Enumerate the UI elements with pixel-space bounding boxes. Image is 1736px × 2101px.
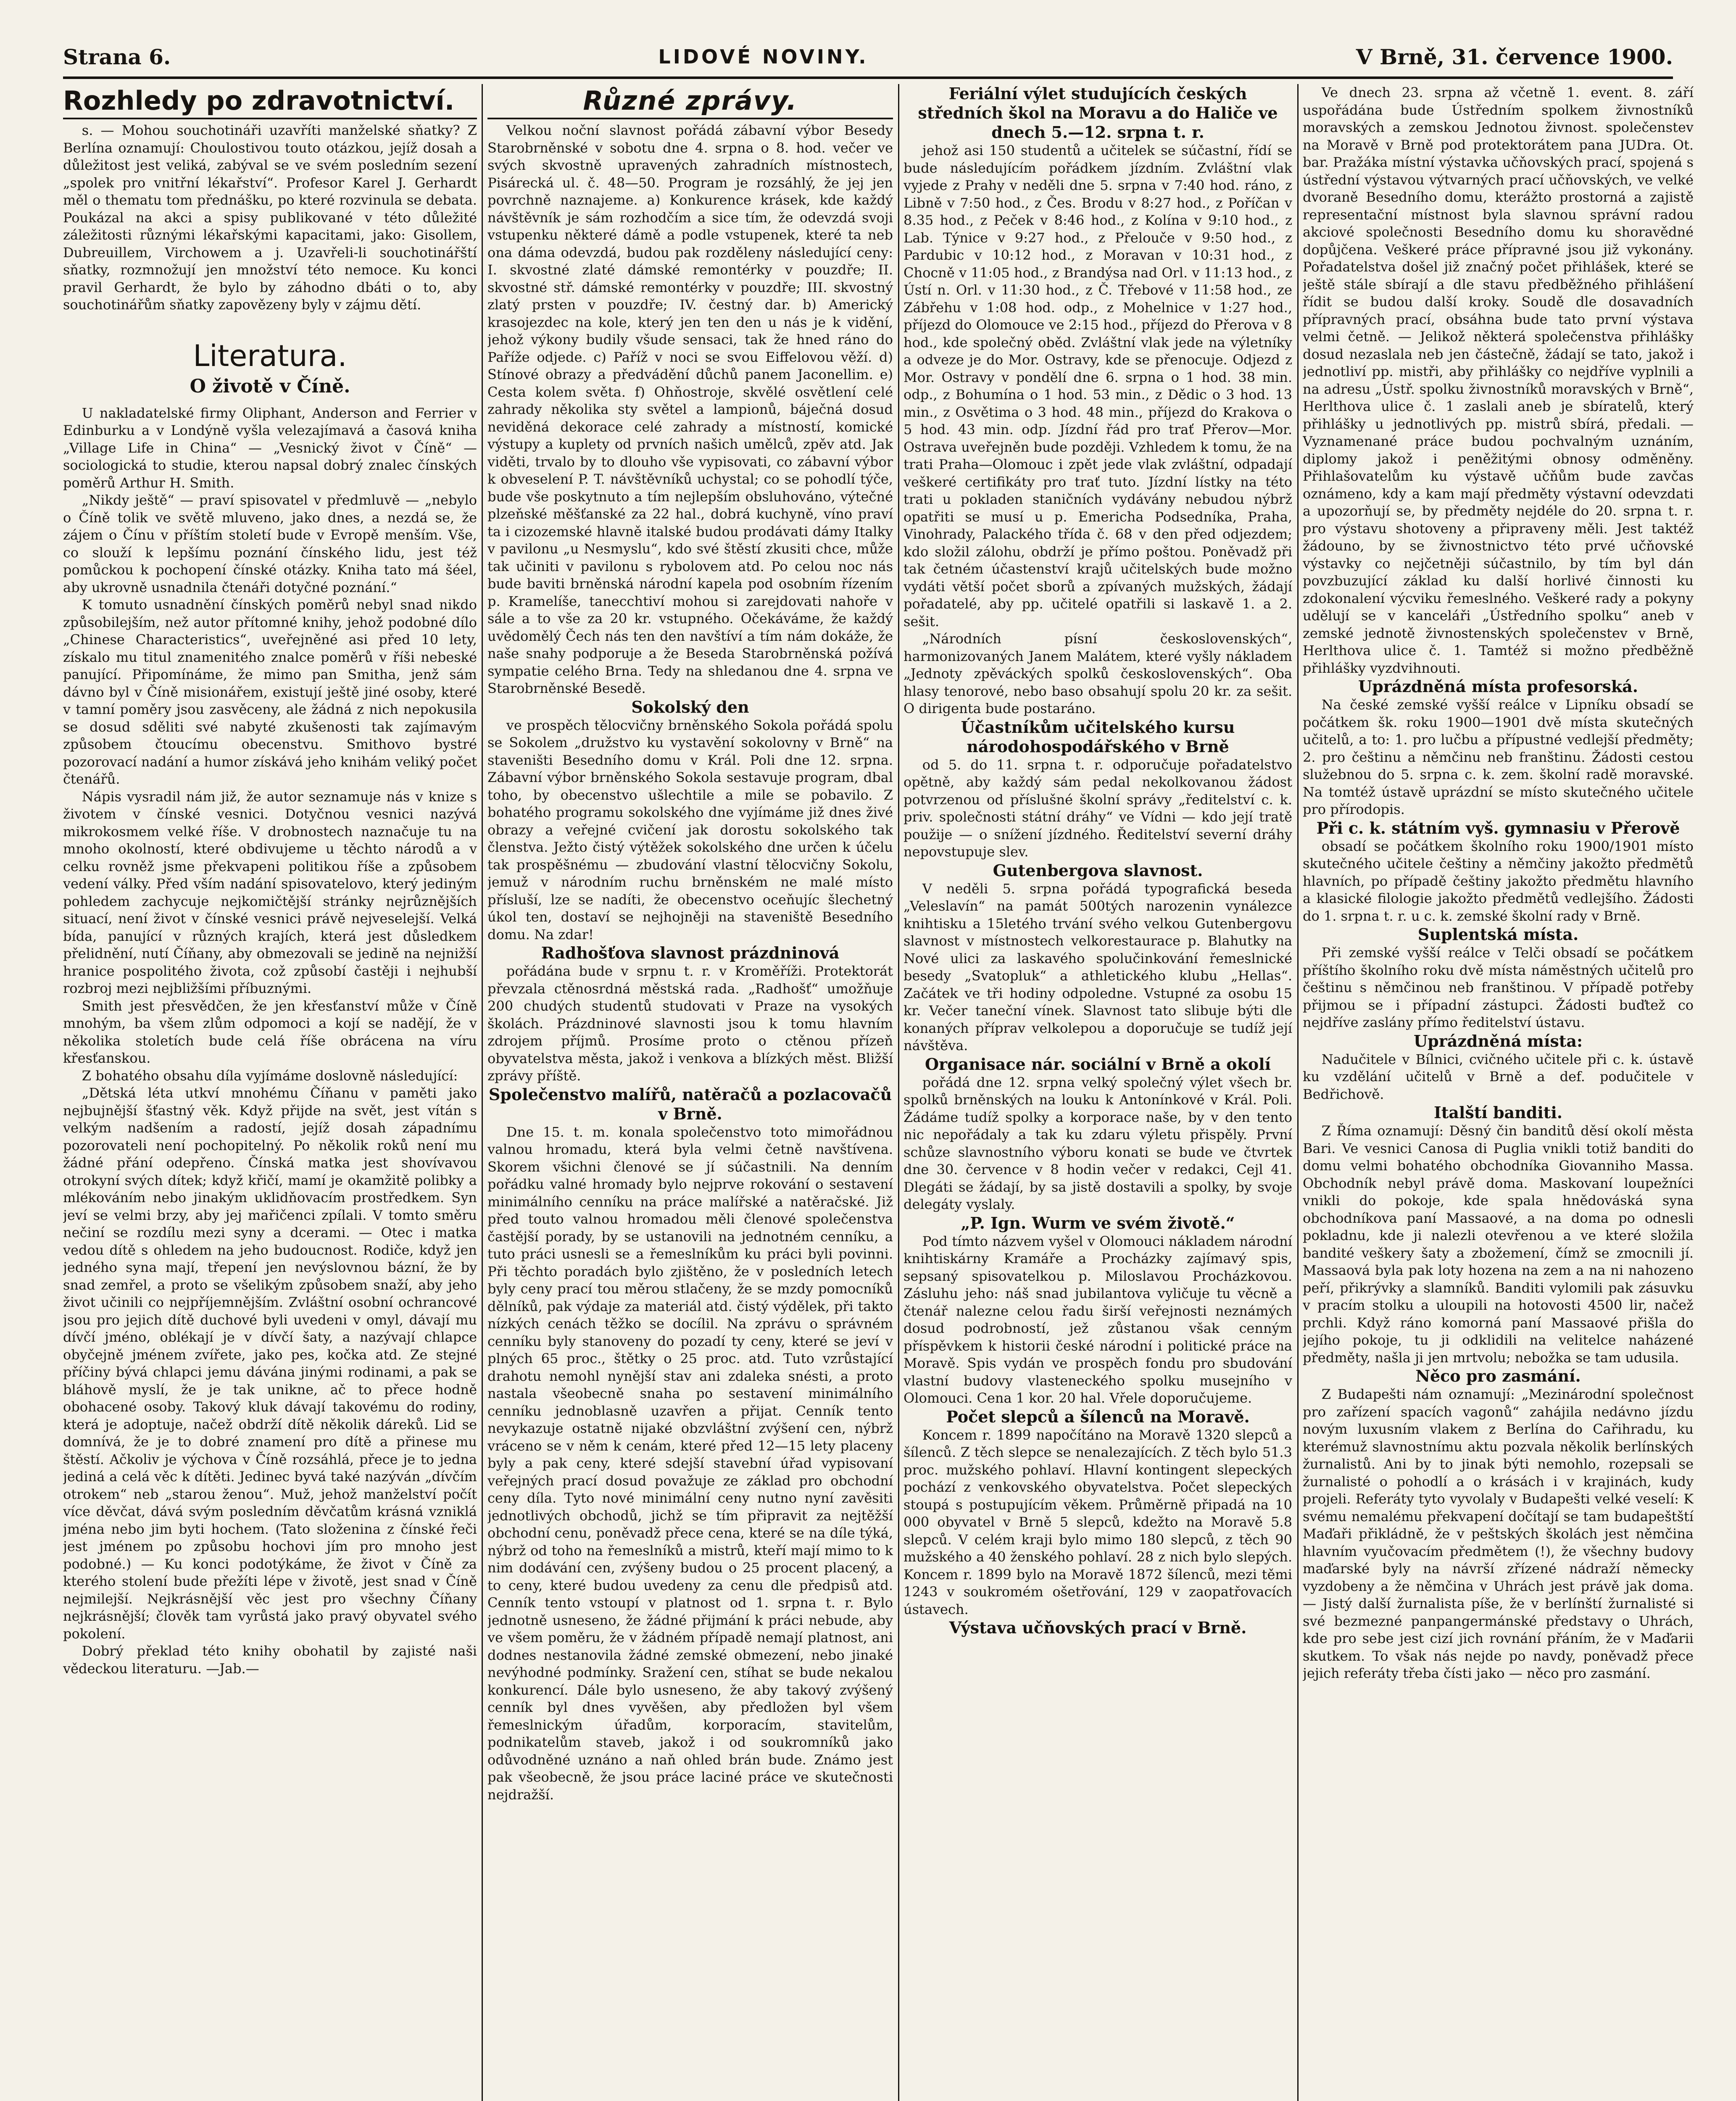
article-headline: Uprázdněná místa profesorská. [1358, 677, 1639, 696]
article-paragraph: s. — Mohou souchotináři uzavříti manželské sňatky? Z Berlína oznamují: Choulostivou touto otázkou, jejíž dosah a důležitost jest veliká, zabýval se ve svém posledním sezení „spolek pro vnitřní lékařství“. Profesor Karel J. Gerhardt měl o thematu tom přednášku, po které rozvinula se debata. Poukázal na akci a spisy publikované v této důležité záležitosti různými lékařskými kapacitami, jako: Gisollem, Dubreuillem, Virchowem a j. Uzavřeli-li souchotinářští sňatky, rozmnožují jen množství této nemoce. Ku konci pravil Gerhardt, že bylo by záhodno dbáti o to, aby souchotinářům sňatky zapovězeny byly v zájmu dětí. [63, 122, 477, 313]
article-headline: Účastníkům učitelského kursu národohospodářského v Brně [961, 717, 1235, 756]
article-headline: Radhošťova slavnost prázdninová [541, 943, 840, 962]
article-paragraph: Nápis vysradil nám již, že autor seznamuje nás v knize s životem v čínské vesnici. Dotyčnou vesnici nazývá mikrokosmem velké říše. V drobnostech naznačuje tu na mnoho okolností, které obdivujeme u těchto národů a v celku rovněž jsme překvapeni politikou říše a způsobem vedení války. Před vším nadání spisovatelovo, který jediným pohledem zachycuje nejkomičtější stránky nejrůznějších situací, není život v čínské vesnici právě nejveselejší. Velká bída, panující v různých krajích, která jest důsledkem přelidnění, nutí Číňany, aby obmezovali se jedině na nejnižší hranice pospolitého života, což způsobí častěji i nejhubší rozbroj mezi nejbližšími příbuznými. [63, 788, 477, 996]
article-paragraph: „Dětská léta utkví mnohému Číňanu v paměti jako nejbujnější šťastný věk. Když přijde na svět, jest vítán s velkým nadšením a radostí, jejíž dosah západnímu pozorovateli není pochopitelný. Po několik roků není mu žádné přání odepřeno. Čínská matka jest shovívavou otrokyní svých dítek; když křičí, mamí je okamžitě polibky a mlékováním nebo jinakým uklidňovacím prostředkem. Syn jeví se velmi brzy, aby jej mařičenci zpílali. V tomto směru nečiní se rozdílu mezi syny a dcerami. — Otec i matka vedou dítě s ohledem na jeho budoucnost. Rodiče, když jen jedného syna mají, třepení jen nevýslovnou bázní, že by snad zemřel, a proto se všelikým způsobem snaží, aby jeho život učinili co nejpříjemnějším. Zvláštní osobní ochrancové jsou pro jejich dítě duchové byli uvedeni v omyl, dávají mu dívčí jméno, oblékají je v dívčí šaty, a nazývají chlapce obyčejně jménem zvířete, jako pes, kočka atd. Ze stejné příčiny bývá chlapci jemu dávána jinými rodinami, a pak se bláhově myslí, že je tak unikne, ač to přece hodně obohacené osoby. Takový kluk dávají takovému do rodiny, která je adoptuje, načež obdrží dítě několik dáreků. Lid se domnívá, že je to dobré znamení pro dítě a přinese mu štěstí. Ačkoliv je výchova v Číně rozsáhlá, přece je to jedna jediná a celá věc k dítěti. Jedinec byvá také nazýván „dívčím otrokem“ neb „starou ženou“. Muž, jehož manželství počít více děvčat, dává svým posledním děvčatům krásná vzniklá jména nebo jim byti hochem. (Tato složenina z čínské řeči jest jménem po způsobu hochovi jím pro mnoho jest podobné.) — Ku konci podotýkáme, že život v Číně za kterého stolení bude přežíti lépe v životě, jest snad v Číně nejmilejší. Nejkrásnější věc jest pro všechny Číňany nejkrásnější; člověk tam vyrůstá jako pravý obyvatel svého pokolení. [63, 1085, 477, 1642]
article-headline: Feriální výlet studujících českých středních škol na Moravu a do Haliče ve dnech 5.—12. srpna t. r. [918, 84, 1278, 142]
column-divider [482, 84, 483, 2101]
article-paragraph: Pod tímto názvem vyšel v Olomouci nákladem národní knihtiskárny Kramáře a Procházky zajímavý spis, sepsaný spisovatelkou p. Miloslavou Procházkovou. Zásluhu jeho: náš snad jubilantova vyličuje tu věcně a čtenář nalezne celou řadu širší veřejnosti neznámých dosud podrobností, jež zůstanou však cenným příspěvkem k historii české národní i politické práce na Moravě. Spis vydán ve prospěch fondu pro sbudování vlastní budovy vlasteneckého spolku musejního v Olomouci. Cena 1 kor. 20 hal. Vřele doporučujeme. [904, 1233, 1292, 1406]
newspaper-title: LIDOVÉ NOVINY. [658, 45, 869, 68]
article-paragraph: pořádá dne 12. srpna velký společný výlet všech br. spolků brněnských na louku k Antonínkové v Král. Poli. Žádáme tudíž spolky a korporace naše, by v den tento nic nepořádaly a tak ku zdaru výletu přispěly. První schůze slavnostního výboru konati se bude ve čtvrtek dne 30. července v 8 hodin večer v redakci, Cejl 41. Dlegáti se žádají, by sa jistě dostavili a spolky, by svoje delegáty vyslaly. [904, 1074, 1292, 1212]
section-title-news: Různé zprávy. [487, 84, 893, 119]
article-headline: Organisace nár. sociální v Brně a okolí [925, 1054, 1271, 1074]
column-4 [1303, 84, 1694, 2101]
issue-date: V Brně, 31. července 1900. [1356, 44, 1673, 69]
article-paragraph: pořádána bude v srpnu t. r. v Kroměříži. Protektorát převzala ctěnosrdná městská rada. „Radhošť“ umožňuje 200 chudých studentů studovati v Praze na vysokých školách. Prázdninové slavnosti jsou k tomu hlavním zdrojem příjmů. Prosíme proto o ctěnou přízeň obyvatelstva města, jakož i venkova a blízkých měst. Bližší zprávy příště. [487, 963, 893, 1084]
article-headline: Výstava učňovských prací v Brně. [949, 1618, 1247, 1637]
article-headline: Suplentská místa. [1417, 925, 1579, 944]
article-headline: Počet slepců a šílenců na Moravě. [946, 1407, 1250, 1426]
article-paragraph: Dne 15. t. m. konala společenstvo toto mimořádnou valnou hromadu, která byla velmi četně navštívena. Skorem všichni členové se jí súčastnili. Na denním pořádku valné hromady bylo nejprve rokování o sestavení minimálního cenníku na práce malířské a natěračské. Již před touto valnou hromadou měli členové společenstva častější porady, by se ustanovili na jednotném cenníku, a tuto práci usnesli se a řemeslníkům ku práci byli povinni. Při těchto poradách bylo zjištěno, že v posledních letech byly ceny prací tou měrou stlačeny, že se mzdy pomocníků dělníků, pak výdaje za materiál atd. čistý výdělek, při takto nízkých cenách těžko se docílil. Na zprávu o správném cenníku byly stanoveny do pozadí ty ceny, které se jeví v plných 65 proc., štětky o 25 proc. atd. Tuto vzrůstající drahotu nemohl nynější stav ani zdaleka snésti, a proto nastala všeobecně snaha po sestavení minimálního cenníku jednoblasně uzavřen a přijat. Cenník tento nevykazuje ostatně nijaké obzvláštní zvýšení cen, nýbrž vráceno se v něm k cenám, které před 12—15 lety placeny byly a pak ceny, které sdejší stavební úřad vypisovaní veřejných prací dosud považuje ze základ pro obchodní ceny díla. Tyto nové minimální ceny nutno nyní zavěsiti jednotlivých obchodů, jichž se tím připravit za nejtěžší obchodní cenu, poněvadž přece cena, které se na díle týká, nýbrž od toho na řemeslníků a mistrů, kteří mají mimo to k nim dodávání cen, zvýšeny budou o 25 procent placený, a to ceny, které budou uvedeny za cenu dle předpisů atd. Cenník tento vstoupí v platnost od 1. srpna t. r. Bylo jednotně usneseno, že žádné přijmání k práci nebude, aby ve všem poměru, že v žádném případě nemají platnost, ani dodnes nestanovila žádné zemské obmezení, nebo jinaké nevýhodné podmínky. Sražení cen, stíhat se bude nekalou konkurencí. Dále bylo usneseno, že aby takový zvýšený cenník byl dnes vyvěšen, aby předložen byl všem řemeslnickým úřadům, korporacím, stavitelům, podnikatelům staveb, jakož i od soukromníků jako odůvodněné uznáno a naň ohled brán bude. Známo jest pak všeobecně, že jsou práce laciné práce ve skutečnosti nejdražší. [487, 1124, 893, 1803]
masthead [63, 40, 1673, 74]
page-number: Strana 6. [63, 44, 171, 69]
article-headline: Sokolský den [631, 697, 749, 716]
article-paragraph: Z Budapešti nám oznamují: „Mezinárodní společnost pro zařízení spacích vagonů“ zahájila nedávno jízdu novým luxusním vlakem z Berlína do Cařihradu, ku kterémuž slavnostnímu aktu pozvala několik berlínských žurnalistů. Ani by to jinak býti nemohlo, rozepsali se žurnalisté o pohodlí a o krásách i v krajinách, kudy projeli. Referáty tyto vyvolaly v Budapešti velké veselí: K svému nemalému překvapení dočítají se tam budapeštští Maďaři přikládně, že v peštských školách jest němčina hlavním vyučovacím předmětem (!), že všechny budovy maďarské byly na návrší zřízené nádraží německy vyzdobeny a že němčina v Uhrách jest právě jak doma. — Jistý další žurnalista píše, že v berlínští žurnalisté si své bezmezné panpangermánské představy o Uhrách, kde pro sebe jest cizí jich rovnání přáním, že v Maďarii skutkem. To však nás nejde po navdy, poněvadž přece jejich referáty třeba čísti jako — něco pro zasmání. [1303, 1386, 1694, 1681]
article-headline: „P. Ign. Wurm ve svém životě.“ [961, 1213, 1235, 1232]
article-paragraph: Nadučitele v Bílnici, cvičného učitele při c. k. ústavě ku vzdělání učitelů v Brně a def. podučitele v Bedřichově. [1303, 1051, 1694, 1102]
article-paragraph: Na české zemské vyšší reálce v Lipníku obsadí se počátkem šk. roku 1900—1901 dvě místa skutečných učitelů, a to: 1. pro lučbu a přípustné vedlejší předměty; 2. pro češtinu a němčinu neb franštinu. Žádosti cestou služebnou do 5. srpna c. k. zem. školní radě moravské. Na tomtéž ústavě uprázdní se místo skutečného učitele pro přírodopis. [1303, 697, 1694, 817]
article-headline: Uprázdněná místa: [1413, 1031, 1583, 1050]
article-paragraph: K tomuto usnadnění čínských poměrů nebyl snad nikdo způsobilejším, než autor přítomné knihy, jehož podobné dílo „Chinese Characteristics“, uveřejněné asi před 10 lety, získalo mu titul znamenitého znalce poměrů v říši nebeské panující. Připomínáme, že mimo pan Smitha, jenž sám dávno byl v Číně misionářem, existují ještě jiné osoby, které v tamní poměry jsou zasvěceny, ale žádná z nich nepokusila se dosud sděliti své nabyté zkušenosti tak zajímavým způsobem čtoucímu obecenstvu. Smithovo bystré pozorovací nadání a humor získává jeho knihám veliký počet čtenářů. [63, 597, 477, 787]
column-1 [63, 84, 477, 2101]
article-paragraph: V neděli 5. srpna pořádá typografická beseda „Veleslavín“ na památ 500tých narozenin vynálezce knihtisku a 15letého trvání svého velkou Gutenbergovu slavnost v místnostech velkorestaurace p. Blahutky na Nové ulici za laskavého spolučinkování řemeslnické besedy „Svatopluk“ a athletického klubu „Hellas“. Začátek ve tři hodiny odpoledne. Vstupné za osobu 15 kr. Večer taneční vínek. Slavnost tato slibuje býti dle konaných příprav velkolepou a doporučuje se tudíž její návštěva. [904, 880, 1292, 1053]
article-paragraph: Ve dnech 23. srpna až včetně 1. event. 8. září uspořádána bude Ústředním spolkem živnostníků moravských a zemskou Jednotou živnost. společenstev na Moravě v Brně pod protektorátem pana JUDra. Ot. bar. Pražáka místní výstavka učňovských prací, spojená s ústřední výstavou výtvarných prací učňovských, ve velké dvoraně Besedního domu, kterážto prostorná a zajistě representační místnost byla slavnou správní radou akciové společnosti Besedního domu ku shoravědné dopůjčena. Veškeré práce přípravné jsou již vykonány. Pořadatelstva došel již značný počet přihlášek, které se ještě stále sbírají a dle stavu předběžného přihlášení řídit se budou další kroky. Soudě dle dosavadních přípravných prací, obsáhna bude tato první výstava velmi četně. — Jelikož některá společenstva přihlášky dosud nezaslala neb jen částečně, žádají se tato, jakož i jednotliví pp. mistři, aby přihlášky co nejdříve vyplnili a na adresu „Ústř. spolku živnostníků moravských v Brně“, Herlthova ulice č. 1 zaslali aneb je sbíratelů, který přihlášky u jednotlivých pp. mistrů sbírá, předali. — Vyznamenané práce budou pochvalným uznáním, diplomy jakož i peněžitými obnosy odměněny. Přihlašovatelům ku výstavě učňům bude zavčas oznámeno, kdy a kam mají předměty výstavní odevzdati a upozorňují se, by předměty nejdéle do 20. srpna t. r. pro výstavu shotoveny a připraveny měli. Jest taktéž žádouno, by se živnostnictvo této prvé učňovské výstavky co nejčetněji súčastnilo, by tím byl dán povzbuzující základ ku další horlivé činnosti ku zdokonalení výcviku řemeslného. Veškeré rady a pokyny udělují se v kanceláři „Ústředního spolku“ aneb v zemské jednotě živnostenských společenstev v Brně, Herlthova ulice č. 1. Tamtéž si možno předběžně přihlášky vyzdvihnouti. [1303, 84, 1694, 676]
article-paragraph: obsadí se počátkem školního roku 1900/1901 místo skutečného učitele češtiny a němčiny jakožto předmětů hlavních, po případě češtiny jakožto předmětu hlavního a klasické filologie jakožto předmětů vedlejšího. Žádosti do 1. srpna t. r. u c. k. zemské školní rady v Brně. [1303, 838, 1694, 924]
article-headline: Něco pro zasmání. [1415, 1366, 1581, 1385]
article-paragraph: Koncem r. 1899 napočítáno na Moravě 1320 slepců a šílenců. Z těch slepce se nenalezajících. Z těch bylo 51.3 proc. mužského pohlaví. Hlavní kontingent slepeckých pochází z venkovského obyvatelstva. Počet slepeckých stoupá s postupujícím věkem. Průměrně připadá na 10 000 obyvatel v Brně 5 slepců, kdežto na Moravě 5.8 slepců. V celém kraji bylo mimo 180 slepců, z těch 90 mužského a 40 ženského pohlaví. 28 z nich bylo slepých. Koncem r. 1899 bylo na Moravě 1872 šílenců, mezi těmi 1243 v soukromém ošetřování, 129 v zaopatřovacích ústavech. [904, 1427, 1292, 1617]
article-paragraph: Z Říma oznamují: Děsný čin banditů děsí okolí města Bari. Ve vesnici Canosa di Puglia vnikli totiž banditi do domu velmi bohatého obchodníka Giovanniho Massa. Obchodník nebyl právě doma. Maskovaní loupežníci vnikli do pokoje, kde spala hnědováská syna obchodníkova paní Massaové, a na doma po odnesli pokladnu, kde ji nalezli otevřenou a ve které složila bandité veškery šaty a zbožemení, čímž se zmocnili jí. Massaová byla pak loty hozena na zem a na ni nahozeno peří, přikrývky a slamníků. Banditi vylomili pak zásuvku v pracím stolku a uloupili na hotovosti 4500 lir, načež prchli. Když ráno komorná paní Massaové přišla do jejího pokoje, tu ji odklidili na velitelce naházené předměty, našla ji jen mrtvolu; nebožka se tam udusila. [1303, 1123, 1694, 1366]
article-subtitle: O životě v Číně. [190, 375, 350, 397]
article-paragraph: jehož asi 150 studentů a učitelek se súčastní, řídí se bude následujícím pořádkem jízdním. Zvláštní vlak vyjede z Prahy v neděli dne 5. srpna v 7:40 hod. ráno, z Libně v 7:50 hod., z Čes. Brodu v 8:27 hod., z Poříčan v 8.35 hod., z Peček v 8:46 hod., z Kolína v 9:10 hod., z Lab. Týnice v 9:27 hod., z Přelouče v 9:50 hod., z Pardubic v 10:12 hod., z Moravan v 10:31 hod., z Chocně v 11:05 hod., z Brandýsa nad Orl. v 11:13 hod., z Ústí n. Orl. v 11:30 hod., z Č. Třebové v 11:58 hod., ze Zábřehu v 1:08 hod. odp., z Mohelnice v 1:27 hod., příjezd do Olomouce ve 2:15 hod., příjezd do Přerova v 8 hod., kde společný oběd. Zvláštní vlak jede na výletníky a odveze je do Mor. Ostravy, kde se přenocuje. Odjezd z Mor. Ostravy v pondělí dne 6. srpna o 1 hod. 38 min. odp., z Bohumína o 1 hod. 53 min., z Dědic o 3 hod. 13 min., z Osvětima o 3 hod. 48 min., příjezd do Krakova o 5 hod. 43 min. odp. Jízdní řád pro trať Přerov—Mor. Ostrava uveřejněn bude později. Vzhledem k tomu, že na trati Praha—Olomouc i zpět jede vlak zvláštní, odpadají veškeré certifikáty pro trať tuto. Jízdní lístky na této trati u pokladen staničních vydávány nebudou nýbrž opatřiti se musí u p. Emericha Podsedníka, Praha, Vinohrady, Palackého třída č. 68 v den před odjezdem; kdo složil zálohu, obdrží je přímo poštou. Poněvadž při tak četném účastenství krajů učitelských bude možno vydáti větší počet sborů a zpívaných mužských, žádají pořadatelé, aby pp. učitelé opatřili si laskavě 1. a 2. sešit. [904, 142, 1292, 629]
article-headline: Společenstvo malířů, natěračů a pozlacovačů v Brně. [488, 1085, 892, 1123]
section-title-health: Rozhledy po zdravotnictví. [63, 84, 477, 119]
article-paragraph: ve prospěch tělocvičny brněnského Sokola pořádá spolu se Sokolem „družstvo ku vystavění sokolovny v Brně“ na staveništi Besedního domu v Král. Poli dne 12. srpna. Zábavní výbor brněnského Sokola sestavuje program, dbal toho, by obecenstvo ušlechtile a mile se pobavilo. Z bohatého programu sokolského dne vyjímáme již dnes živé obrazy a veřejné cvičení jak dorostu sokolského tak členstva. Ježto čistý výtěžek sokolského dne určen k účelu tak prospěšnému — zbudování vlastní tělocvičny Sokolu, jemuž v národním ruchu brněnském ne malé místo přísluší, lze se nadíti, že obecenstvo oceňujíc šlechetný úkol ten, dostaví se nejhojněji na staveniště Besedního domu. Na zdar! [487, 717, 893, 943]
column-2 [487, 84, 893, 2101]
article-paragraph: Velkou noční slavnost pořádá zábavní výbor Besedy Starobrněnské v sobotu dne 4. srpna o 8. hod. večer ve svých skvostně upravených zahradních místnostech, Pisárecká ul. č. 48—50. Program je rozsáhlý, že jej jen povrchně naznajeme. a) Konkurence krásek, kde každý návštěvník je sám rozhodčím a sice tím, že odevzdá svoji vstupenku některé dámě a podle vstupenek, které ta neb ona dáma odevzdá, budou pak rozděleny následující ceny: I. skvostné zlaté dámské remontérky v pouzdře; II. skvostné stř. dámské remontérky v pouzdře; III. skvostný zlatý prsten v pouzdře; IV. čestný dar. b) Americký krasojezdec na kole, který jen ten den u nás je k vidění, jehož výkony budily všude sensaci, tak že hned ráno do Paříže odjede. c) Paříž v noci se svou Eiffelovou věží. d) Stínové obrazy a předvádění důchů panem Jaconellim. e) Cesta kolem světa. f) Ohňostroje, skvělé osvětlení celé zahrady několika sty světel a lampionů, báječná dosud neviděná dekorace celé zahrady a místností, komické výstupy a kuplety od prvních našich umělců, zpěv atd. Jak viděti, trvalo by to dlouho vše vypisovati, co zábavní výbor k obveselení P. T. návštěvníků uchystal; co se pohodlí týče, bude vše poskytnuto a tím nejlepším obsluhováno, výtečné plzeňské měšťanské za 22 hal., dobrá kuchyně, víno praví ta i cizozemské hlavně italské budou prodávati dámy Italky v pavilonu „u Nesmyslu“, kdo své štěstí zkusiti chce, může tak učiniti v pavilonu s rybolovem atd. Po celou noc nás bude baviti brněnská národní kapela pod osobním řízením p. Kramelíše, tanecchtiví mohou si zarejdovati nahoře v sále a to vše za 20 kr. vstupného. Očekáváme, že každý uvědomělý Čech nás ten den navštíví a tím nám dokáže, že naše snahy podporuje a že Beseda Starobrněnská požívá sympatie celého Brna. Tedy na shledanou dne 4. srpna ve Starobrněnské Besedě. [487, 122, 893, 696]
article-paragraph: od 5. do 11. srpna t. r. odporučuje pořadatelstvo opětně, aby každý sám pedal nekolkovanou žádost potvrzenou od příslušné školní správy „ředitelství c. k. priv. společnosti státní dráhy“ ve Vídni — kdo její tratě použije — o snížení jízdného. Ředitelství severní dráhy nepovstupuje slev. [904, 756, 1292, 860]
masthead-rule [63, 76, 1673, 79]
article-paragraph: U nakladatelské firmy Oliphant, Anderson and Ferrier v Edinburku a v Londýně vyšla velezajímavá a časová kniha „Village Life in China“ — „Vesnický život v Číně“ — sociologická to studie, kterou napsal dobrý znalec čínských poměrů Arthur H. Smith. [63, 405, 477, 491]
article-paragraph: „Nikdy ještě“ — praví spisovatel v předmluvě — „nebylo o Číně tolik ve světě mluveno, jako dnes, a nezdá se, že zájem o Čínu v příštím století bude v Evropě menším. Vše, co slouží k lepšímu poznání čínského lidu, jest též pomůckou k pochopení čínské otázky. Kniha tato má šéel, aby ukrovně usnadnila čtenáři dotyčné poznání.“ [63, 492, 477, 595]
article-headline: Gutenbergova slavnost. [993, 861, 1203, 880]
article-headline: Italští banditi. [1433, 1103, 1563, 1122]
column-3 [904, 84, 1292, 2101]
column-divider [898, 84, 899, 2101]
section-title-literature: Literatura. [193, 338, 347, 373]
article-paragraph: Z bohatého obsahu díla vyjímáme doslovně následující: [82, 1067, 458, 1084]
article-paragraph: Smith jest přesvědčen, že jen křesťanství může v Číně mnohým, ba všem zlům odpomoci a kojí se nadějí, že v několika stoletích bude celá říše obrácena na víru křesťanskou. [63, 998, 477, 1066]
column-divider [1297, 84, 1299, 2101]
article-headline: Při c. k. státním vyš. gymnasiu v Přerově [1316, 818, 1680, 837]
article-paragraph: Dobrý překlad této knihy obohatil by zajisté naši vědeckou literaturu. —Jab.— [63, 1643, 477, 1677]
article-paragraph: Při zemské vyšší reálce v Telči obsadí se počátkem příštího školního roku dvě místa náměstných učitelů pro češtinu s němčinou neb franštinou. V případě potřeby přijmou se i případní zástupci. Žádosti buďtež co nejdříve zaslány přímo ředitelství ústavu. [1303, 945, 1694, 1030]
article-paragraph: „Národních písní československých“, harmonizovaných Janem Malátem, které vyšly nákladem „Jednoty zpěváckých spolků československých“. Oba hlasy tenorové, nebo baso obsahují spolu 20 kr. za sešit. O dirigenta bude postaráno. [904, 631, 1292, 716]
